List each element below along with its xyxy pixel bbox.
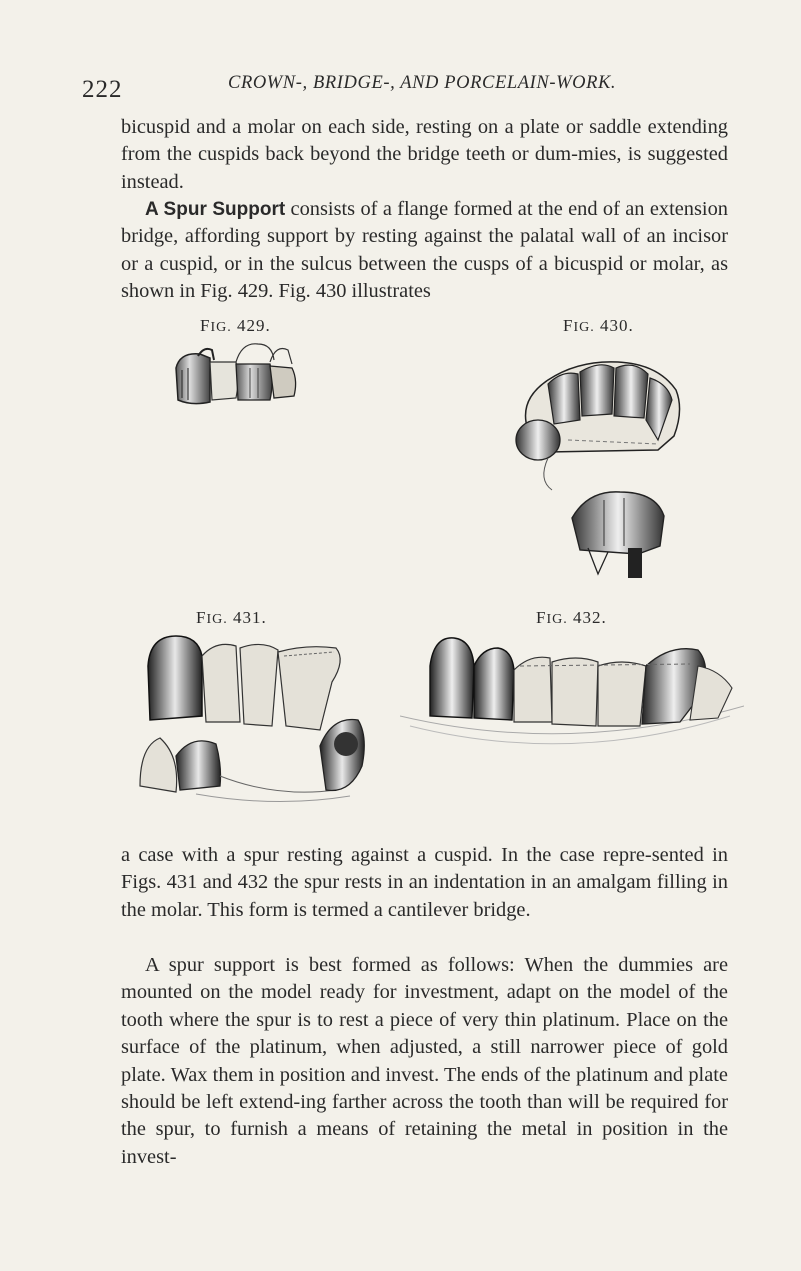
fig-431-label: FIG. 431. [196, 608, 267, 627]
page-number: 222 [82, 76, 123, 103]
running-head: CROWN-, BRIDGE-, AND PORCELAIN-WORK. [228, 73, 617, 93]
fig-430-illustration [508, 340, 692, 582]
paragraph-4: A spur support is best formed as follows: When the dummies are mounted on the model ready for investment, adapt on the model of the tooth where the spur is to rest a piece of very thin platinum. Place on the surface of the platinum, when adjusted, a still narrower piece of gold plate. Wax them in position and invest. The ends of the platinum and plate should be left extend-ing farther across the tooth than will be required for the spur, to furnish a means of retaining the metal in position in the invest- [121, 954, 728, 1168]
fig-432-illustration [400, 626, 744, 776]
fig-429-label: FIG. 429. [200, 316, 271, 335]
paragraph-3: a case with a spur resting against a cuspid. In the case repre-sented in Figs. 431 and 432 the spur rests in an indentation in an amalgam filling in the molar. This form is termed a cantilever bridge. [121, 844, 728, 921]
fig-430-label: FIG. 430. [563, 316, 634, 335]
spur-support-heading: A Spur Support [145, 199, 286, 220]
paragraph-1: bicuspid and a molar on each side, resting on a plate or saddle extending from the cuspids back beyond the bridge teeth or dum-mies, is suggested instead. [121, 116, 728, 193]
paragraph-2-text: consists of a flange formed at the end of an extension bridge, affording support by resting against the palatal wall of an incisor or a cuspid, or in the sulcus between the cusps of a bicuspid or molar, as shown in Fig. 429. Fig. 430 illustrates [121, 198, 728, 303]
fig-432-label: FIG. 432. [536, 608, 607, 627]
paragraph-2 [121, 196, 728, 306]
fig-429-illustration [170, 340, 302, 410]
fig-431-illustration [136, 626, 376, 806]
